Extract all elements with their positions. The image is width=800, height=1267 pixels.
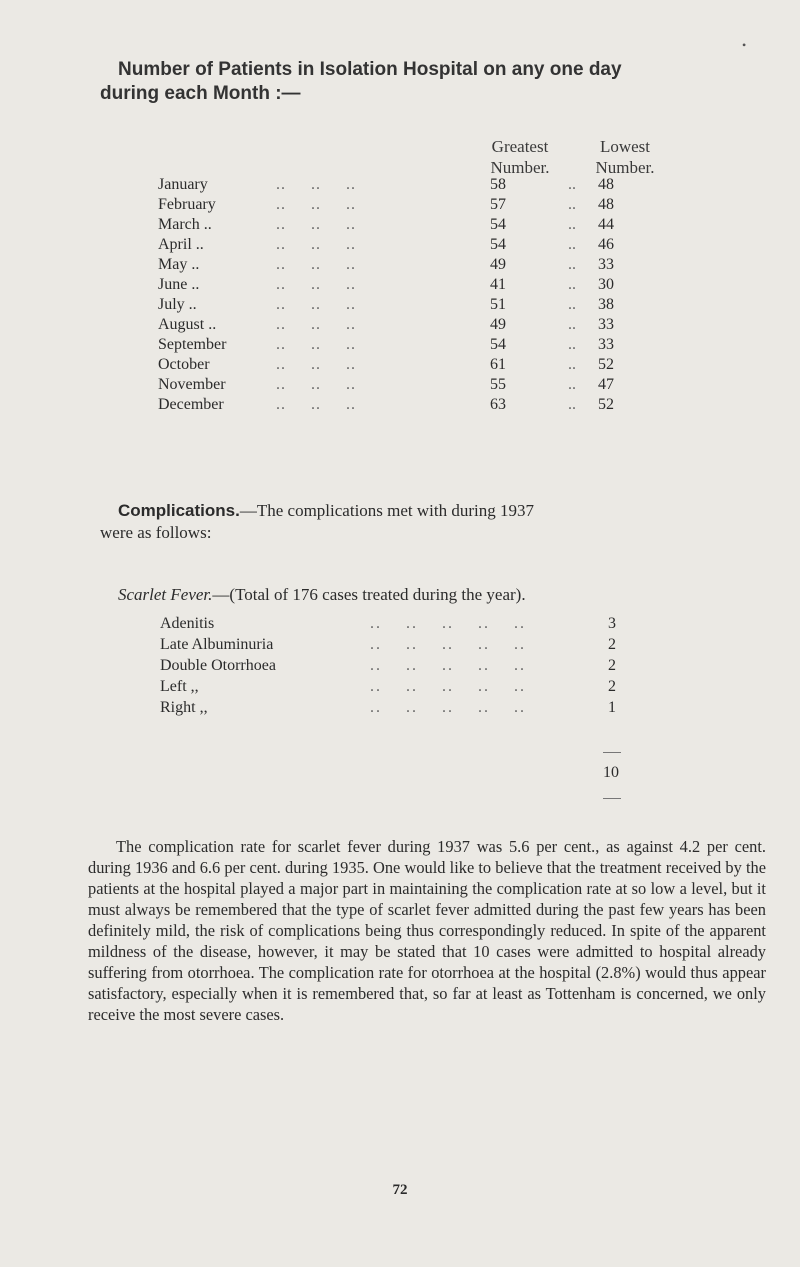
leader-dots: .. .. .. <box>276 356 356 373</box>
complication-name: Right ,, <box>160 699 208 716</box>
month-label: February <box>158 196 216 213</box>
leader-dots: .. <box>568 196 576 213</box>
list-item <box>160 677 640 698</box>
table-row <box>158 255 758 275</box>
complication-count: 2 <box>608 657 616 674</box>
heading-line-2: during each Month :— <box>100 83 301 104</box>
greatest-value: 61 <box>490 356 506 373</box>
leader-dots: .. .. .. .. .. <box>370 699 526 716</box>
complications-lead: Complications. <box>118 501 240 520</box>
table-row <box>158 295 758 315</box>
greatest-value: 58 <box>490 176 506 193</box>
leader-dots: .. .. .. <box>276 236 356 253</box>
greatest-value: 63 <box>490 396 506 413</box>
greatest-value: 54 <box>490 236 506 253</box>
scarlet-fever-label: Scarlet Fever. <box>118 585 213 604</box>
lowest-value: 48 <box>598 176 614 193</box>
leader-dots: .. .. .. <box>276 316 356 333</box>
monthly-patients-table <box>158 175 758 415</box>
leader-dots: .. .. .. .. .. <box>370 678 526 695</box>
scarlet-fever-text: —(Total of 176 cases treated during the year). <box>212 585 526 604</box>
leader-dots: .. <box>568 376 576 393</box>
total-rule-bottom <box>603 798 621 799</box>
scarlet-fever-heading <box>118 585 526 605</box>
leader-dots: .. .. .. <box>276 196 356 213</box>
complication-total: 10 <box>603 764 619 781</box>
table-row <box>158 195 758 215</box>
leader-dots: .. .. .. <box>276 176 356 193</box>
lowest-value: 33 <box>598 256 614 273</box>
lowest-value: 52 <box>598 396 614 413</box>
leader-dots: .. .. .. .. .. <box>370 657 526 674</box>
month-label: August .. <box>158 316 217 333</box>
month-label: November <box>158 376 226 393</box>
greatest-value: 54 <box>490 336 506 353</box>
greatest-value: 49 <box>490 316 506 333</box>
month-label: May .. <box>158 256 200 273</box>
complications-intro <box>100 500 758 544</box>
table-row <box>158 235 758 255</box>
leader-dots: .. <box>568 276 576 293</box>
complications-text-2: were as follows: <box>100 523 212 542</box>
month-label: April .. <box>158 236 204 253</box>
month-label: July .. <box>158 296 197 313</box>
table-row <box>158 315 758 335</box>
greatest-value: 49 <box>490 256 506 273</box>
greatest-value: 51 <box>490 296 506 313</box>
leader-dots: .. <box>568 316 576 333</box>
lowest-value: 52 <box>598 356 614 373</box>
lowest-value: 44 <box>598 216 614 233</box>
list-item <box>160 698 640 719</box>
leader-dots: .. .. .. <box>276 376 356 393</box>
leader-dots: .. <box>568 216 576 233</box>
leader-dots: .. <box>568 176 576 193</box>
corner-mark: • <box>742 38 747 52</box>
complication-list <box>160 614 640 719</box>
total-rule-top <box>603 752 621 753</box>
complication-name: Adenitis <box>160 615 215 632</box>
list-item <box>160 614 640 635</box>
greatest-value: 54 <box>490 216 506 233</box>
leader-dots: .. .. .. <box>276 296 356 313</box>
table-row <box>158 175 758 195</box>
greatest-value: 57 <box>490 196 506 213</box>
table-row <box>158 355 758 375</box>
column-header-lowest: Lowest Number. <box>595 137 655 177</box>
table-row <box>158 275 758 295</box>
complications-text-1: —The complications met with during 1937 <box>239 501 535 520</box>
lowest-value: 30 <box>598 276 614 293</box>
leader-dots: .. .. .. .. .. <box>370 636 526 653</box>
complication-count: 3 <box>608 615 616 632</box>
leader-dots: .. <box>568 296 576 313</box>
complication-count: 1 <box>608 699 616 716</box>
greatest-value: 41 <box>490 276 506 293</box>
table-row <box>158 395 758 415</box>
month-label: December <box>158 396 224 413</box>
lowest-value: 38 <box>598 296 614 313</box>
lowest-value: 33 <box>598 336 614 353</box>
lowest-value: 46 <box>598 236 614 253</box>
month-label: June .. <box>158 276 200 293</box>
page-number: 72 <box>392 1182 408 1198</box>
leader-dots: .. <box>568 356 576 373</box>
month-label: March .. <box>158 216 212 233</box>
leader-dots: .. .. .. <box>276 216 356 233</box>
leader-dots: .. .. .. <box>276 396 356 413</box>
lowest-value: 33 <box>598 316 614 333</box>
section-heading <box>100 58 760 106</box>
complication-count: 2 <box>608 678 616 695</box>
leader-dots: .. .. .. <box>276 256 356 273</box>
month-label: October <box>158 356 210 373</box>
list-item <box>160 635 640 656</box>
leader-dots: .. <box>568 256 576 273</box>
month-label: January <box>158 176 208 193</box>
leader-dots: .. .. .. <box>276 336 356 353</box>
table-row <box>158 375 758 395</box>
leader-dots: .. <box>568 336 576 353</box>
column-header-greatest: Greatest Number. <box>490 137 550 177</box>
complication-name: Left ,, <box>160 678 199 695</box>
list-item <box>160 656 640 677</box>
leader-dots: .. <box>568 236 576 253</box>
leader-dots: .. .. .. .. .. <box>370 615 526 632</box>
lowest-value: 47 <box>598 376 614 393</box>
leader-dots: .. .. .. <box>276 276 356 293</box>
table-row <box>158 335 758 355</box>
complication-count: 2 <box>608 636 616 653</box>
body-paragraph: The complication rate for scarlet fever during 1937 was 5.6 per cent., as against 4.2 per cent. during 1936 and 6.6 per cent. during 1935. One would like to believe that the treatment received by the patients at the hospital played a major part in maintaining the complication rate at so low a level, but it must always be remembered that the type of scarlet fever admitted during the past few years has been definitely mild, the risk of complications being thus correspondingly reduced. In spite of the apparent mildness of the disease, however, it may be stated that 10 cases were admitted to hospital already suffering from otorrhoea. The complication rate for otorrhoea at the hospital (2.8%) would thus appear satisfactory, especially when it is remembered that, so far at least as Tottenham is concerned, we only receive the most severe cases. <box>88 837 766 1024</box>
greatest-value: 55 <box>490 376 506 393</box>
leader-dots: .. <box>568 396 576 413</box>
complication-name: Late Albuminuria <box>160 636 274 653</box>
table-row <box>158 215 758 235</box>
complication-name: Double Otorrhoea <box>160 657 276 674</box>
heading-line-1: Number of Patients in Isolation Hospital on any one day <box>118 59 622 80</box>
month-label: September <box>158 336 227 353</box>
lowest-value: 48 <box>598 196 614 213</box>
